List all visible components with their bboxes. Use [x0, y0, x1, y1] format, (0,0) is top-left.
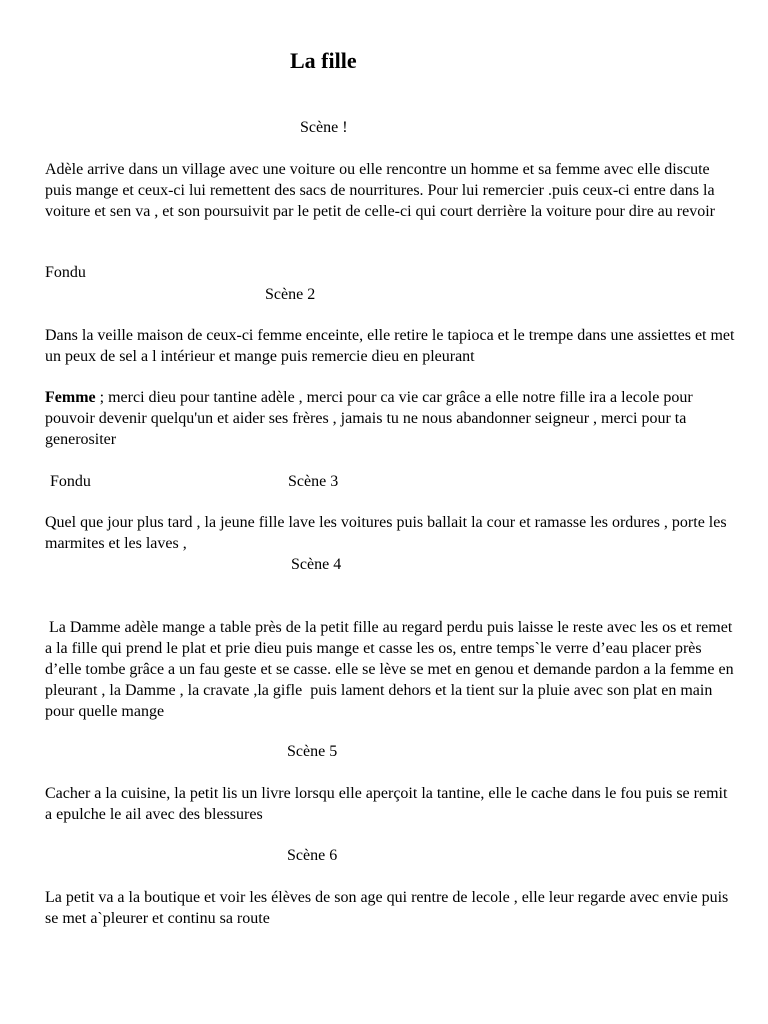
document-title: La fille [290, 48, 357, 73]
fondu-2: Fondu [50, 473, 91, 490]
scene-2-heading: Scène 2 [265, 286, 316, 303]
scene-1-text: Adèle arrive dans un village avec une voiture ou elle rencontre un homme et sa femme avec elle discute puis mange et ceux-ci lui remettent des sacs de nourritures. Pour lui remercier .puis ceux-ci entre dans la voiture et sen va , et son poursuivit par le petit de celle-ci qui court derrière la voiture pour dire au revoir [45, 161, 715, 220]
fondu-1: Fondu [45, 264, 86, 281]
scene-5-text: Cacher a la cuisine, la petit lis un livre lorsqu elle aperçoit la tantine, elle le cache dans le fou puis se remit a epulche le ail avec des blessures [45, 785, 728, 823]
scene-6-heading: Scène 6 [287, 847, 338, 864]
dialogue-speaker: Femme [45, 389, 96, 406]
dialogue-text: ; merci dieu pour tantine adèle , merci pour ca vie car grâce a elle notre fille ira a lecole pour pouvoir devenir quelqu'un et aider ses frères , jamais tu ne nous abandonner seigneur , merci pour ta generositer [45, 389, 693, 448]
scene-3-text: Quel que jour plus tard , la jeune fille lave les voitures puis ballait la cour et ramasse les ordures , porte les marmites et les laves , [45, 514, 727, 552]
scene-1-heading: Scène ! [300, 119, 348, 136]
scene-4-text: La Damme adèle mange a table près de la petit fille au regard perdu puis laisse le reste avec les os et remet a la fille qui prend le plat et prie dieu puis mange et casse les os, entre temps`le verre d’eau placer près d’elle tombe grâce a un fau geste et se casse. elle se lève se met en genou et demande pardon a la femme en pleurant , la Damme , la cravate ,la gifle puis lament dehors et la tient sur la pluie avec son plat en main pour quelle mange [45, 619, 738, 720]
scene-3-heading: Scène 3 [288, 473, 339, 490]
scene-4-heading: Scène 4 [291, 556, 342, 573]
scene-2-dialogue [45, 387, 735, 450]
scene-6-text: La petit va a la boutique et voir les élèves de son age qui rentre de lecole , elle leur regarde avec envie puis se met a`pleurer et continu sa route [45, 889, 729, 927]
scene-2-text: Dans la veille maison de ceux-ci femme enceinte, elle retire le tapioca et le trempe dans une assiettes et met un peux de sel a l intérieur et mange puis remercie dieu en pleurant [45, 327, 735, 365]
scene-5-heading: Scène 5 [287, 743, 338, 760]
